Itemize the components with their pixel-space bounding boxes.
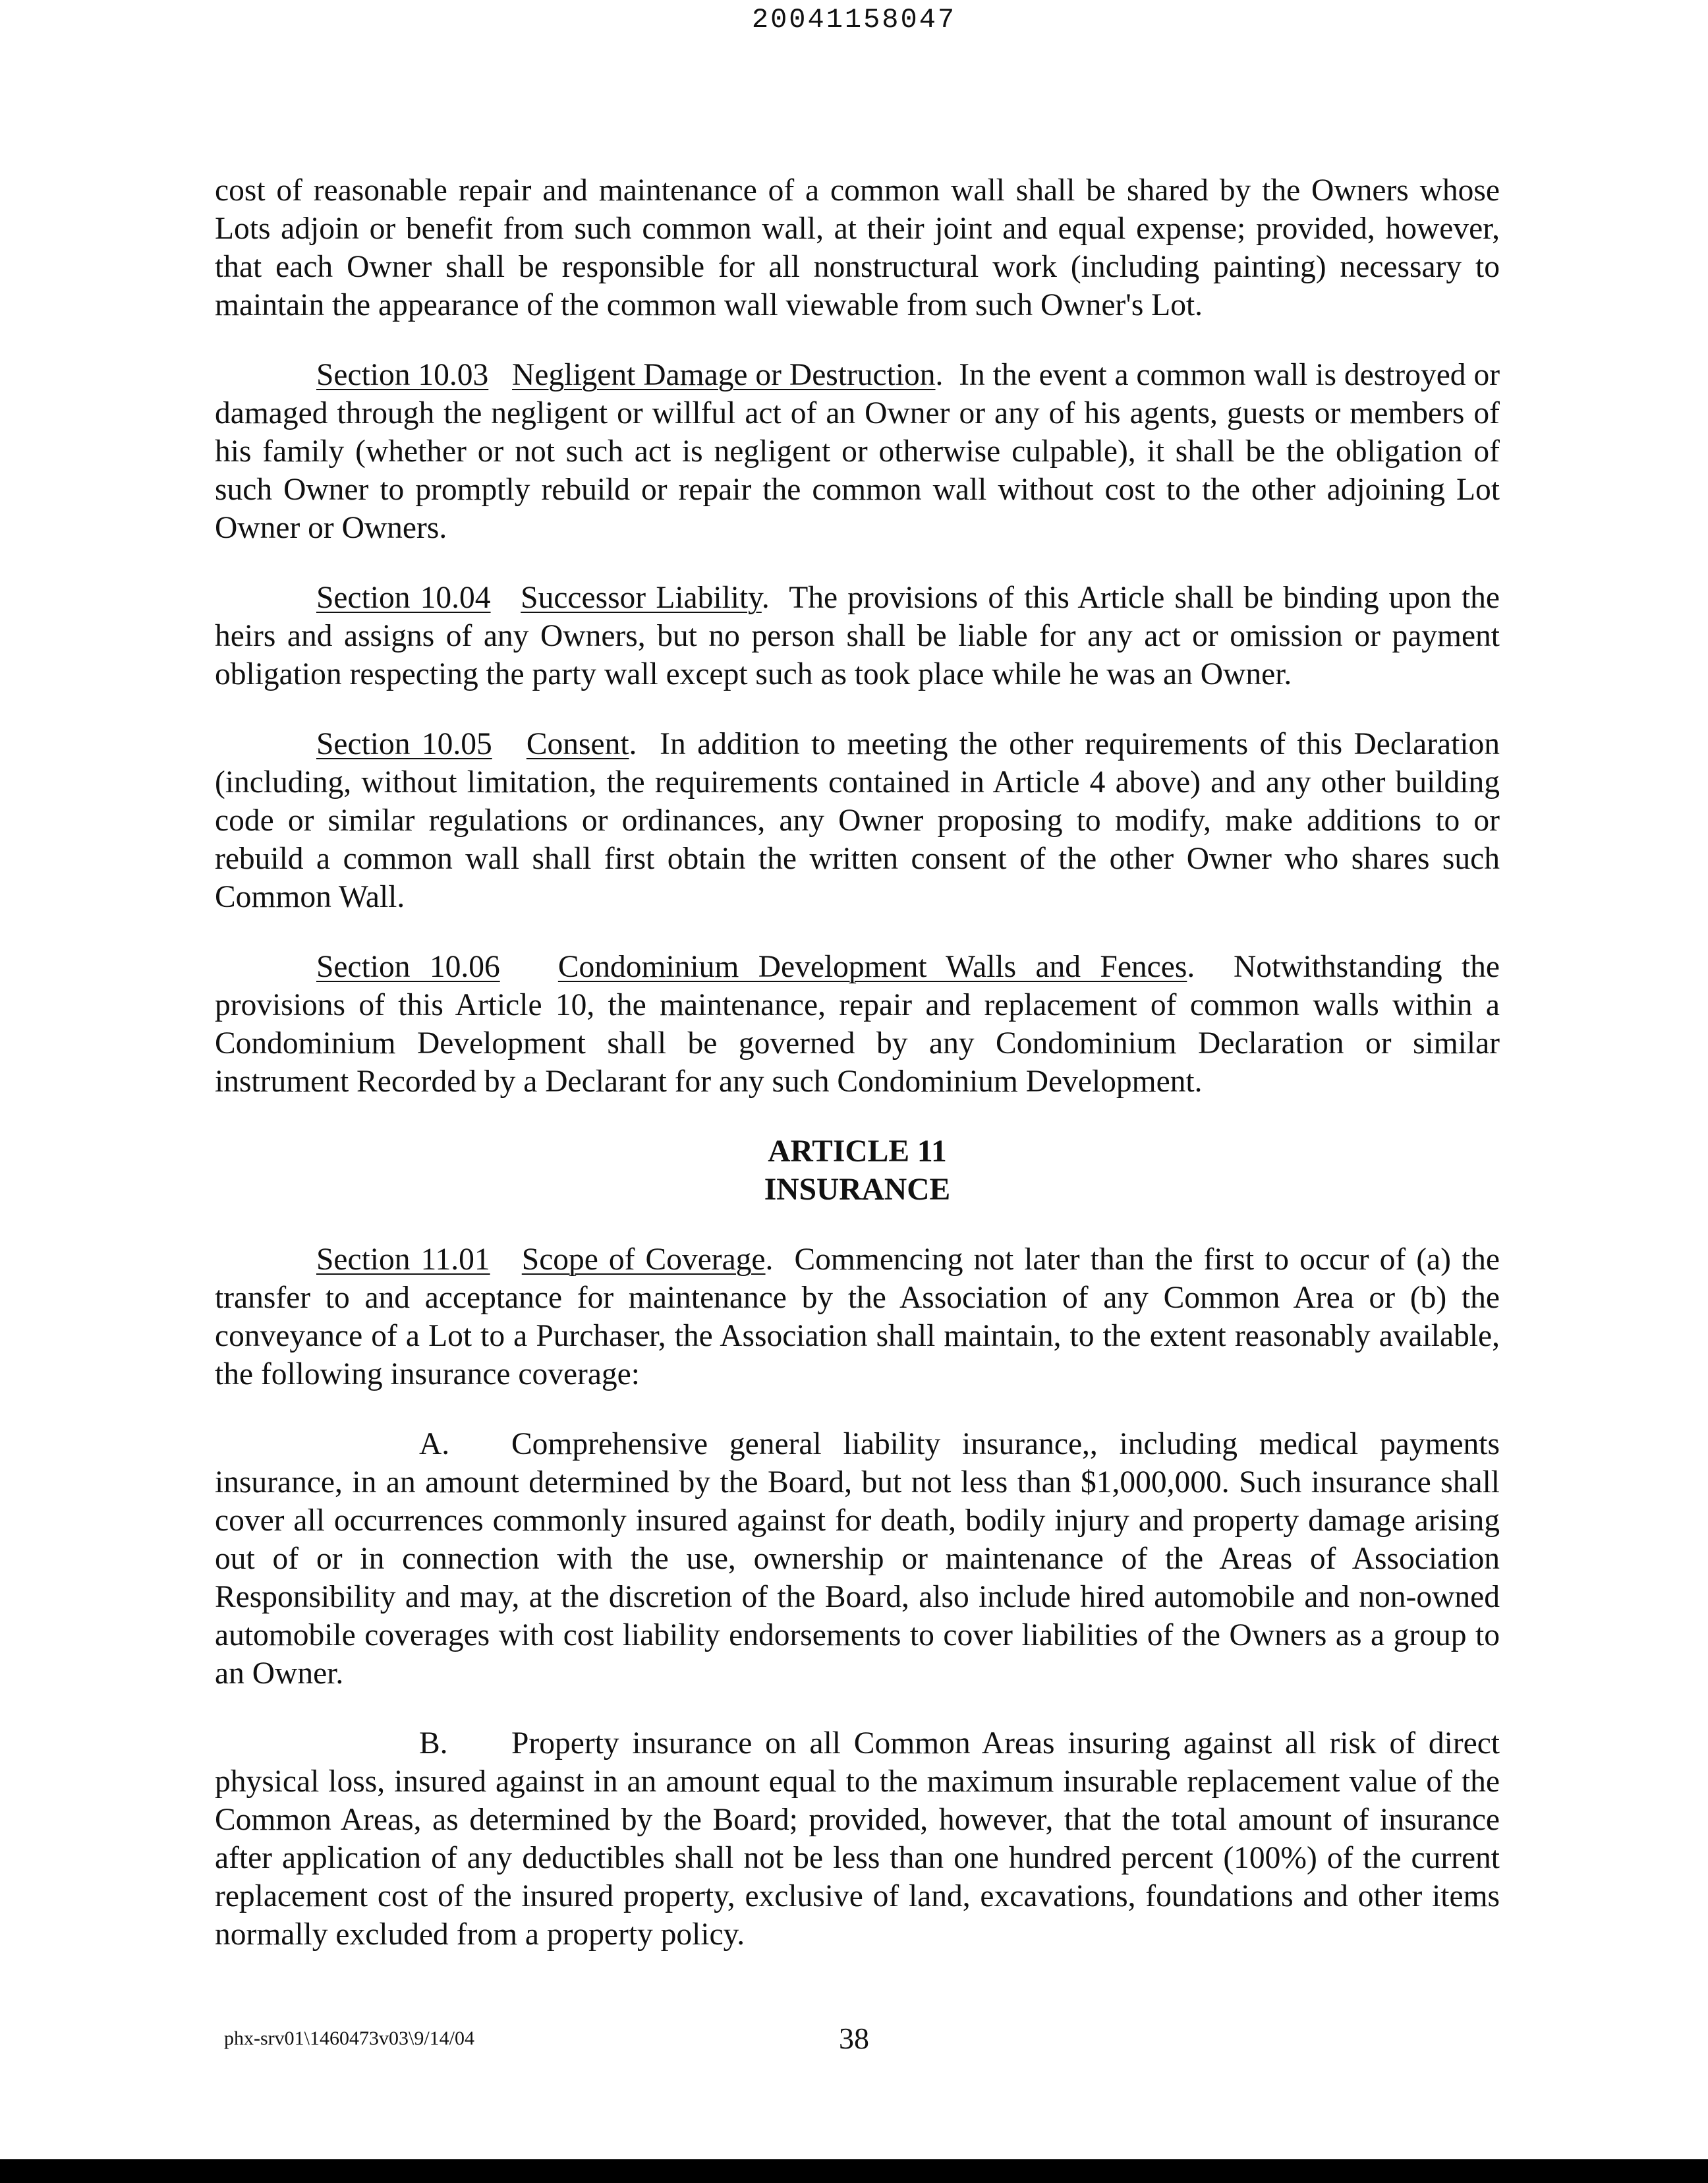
section-title: Successor Liability bbox=[521, 581, 762, 615]
section-number: Section 10.05 bbox=[316, 727, 492, 761]
coverage-item-a bbox=[215, 1425, 1500, 1693]
article-title: INSURANCE bbox=[764, 1173, 951, 1207]
page-number: 38 bbox=[839, 2022, 869, 2055]
document-number: 20041158047 bbox=[751, 4, 957, 36]
scan-border-bar bbox=[0, 2159, 1708, 2183]
section-title: Condominium Development Walls and Fences bbox=[557, 950, 1187, 984]
document-body bbox=[215, 171, 1500, 1985]
section-text: Notwithstanding the provisions of this Article 10, the maintenance, repair and replacement of common walls within a Condominium Development shall be governed by any Condominium Declaration or similar instrument Recorded by a Declarant for any such Condominium Development. bbox=[215, 950, 1500, 1099]
article-heading bbox=[215, 1132, 1500, 1209]
section-text: In addition to meeting the other requirements of this Declaration (including, without limitation, the requirements contained in Article 4 above) and any other building code or similar regulations or ordinances, any Owner proposing to modify, make additions to or rebuild a common wall shall first obtain the written consent of the other Owner who shares such Common Wall. bbox=[215, 727, 1500, 914]
item-text: Comprehensive general liability insurance,, including medical payments insurance, in an amount determined by the Board, but not less than $1,000,000. Such insurance shall cover all occurrences commonly insured against for death, bodily injury and property damage arising out of or in connection with the use, ownership or maintenance of the Areas of Association Responsibility and may, at the discretion of the Board, also include hired automobile and non-owned automobile coverages with cost liability endorsements to cover liabilities of the Owners as a group to an Owner. bbox=[215, 1427, 1500, 1691]
section-11-01: Section 11.01 Scope of Coverage. Commencing not later than the first to occur of (a) the transfer to and acceptance for maintenance by the Association of any Common Area or (b) the conveyance of a Lot to a Purchaser, the Association shall maintain, to the extent reasonably available, the following insurance coverage: bbox=[215, 1242, 1500, 1391]
article-number: ARTICLE 11 bbox=[768, 1134, 947, 1169]
section-number: Section 10.03 bbox=[316, 358, 489, 392]
section-10-04: Section 10.04 Successor Liability. The provisions of this Article shall be binding upon the heirs and assigns of any Owners, but no person shall be liable for any act or omission or payment obligation respecting the party wall except such as took place while he was an Owner. bbox=[215, 581, 1500, 691]
section-text: In the event a common wall is destroyed or damaged through the negligent or willful act of an Owner or any of his agents, guests or members of his family (whether or not such act is negligent or otherwise culpable), it shall be the obligation of such Owner to promptly rebuild or repair the common wall without cost to the other adjoining Lot Owner or Owners. bbox=[215, 358, 1500, 545]
section-title: Consent bbox=[526, 727, 629, 761]
footer-file-reference: phx-srv01\1460473v03\9/14/04 bbox=[224, 2027, 474, 2049]
section-text: The provisions of this Article shall be binding upon the heirs and assigns of any Owners, but no person shall be liable for any act or omission or payment obligation respecting the party wall except such as took place while he was an Owner. bbox=[215, 581, 1500, 691]
coverage-item-b bbox=[215, 1724, 1500, 1954]
paragraph-continuation: cost of reasonable repair and maintenance of a common wall shall be shared by the Owners whose Lots adjoin or benefit from such common wall, at their joint and equal expense; provided, however, that each Owner shall be responsible for all nonstructural work (including painting) necessary to maintain the appearance of the common wall viewable from such Owner's Lot. bbox=[215, 173, 1500, 322]
section-title: Scope of Coverage bbox=[521, 1242, 766, 1277]
section-10-03: Section 10.03 Negligent Damage or Destruction. In the event a common wall is destroyed or damaged through the negligent or willful act of an Owner or any of his agents, guests or members of his family (whether or not such act is negligent or otherwise culpable), it shall be the obligation of such Owner to promptly rebuild or repair the common wall without cost to the other adjoining Lot Owner or Owners. bbox=[215, 358, 1500, 545]
section-number: Section 10.04 bbox=[316, 581, 491, 615]
section-number: Section 10.06 bbox=[316, 950, 500, 984]
item-text: Property insurance on all Common Areas insuring against all risk of direct physical loss, insured against in an amount equal to the maximum insurable replacement value of the Common Areas, as determined by the Board; provided, however, that the total amount of insurance after application of any deductibles shall not be less than one hundred percent (100%) of the current replacement cost of the insured property, exclusive of land, excavations, foundations and other items normally excluded from a property policy. bbox=[215, 1726, 1500, 1952]
section-title: Negligent Damage or Destruction bbox=[512, 358, 936, 392]
item-letter: A. bbox=[419, 1427, 450, 1461]
section-10-06: Section 10.06 Condominium Development Walls and Fences. Notwithstanding the provisions of this Article 10, the maintenance, repair and replacement of common walls within a Condominium Development shall be governed by any Condominium Declaration or similar instrument Recorded by a Declarant for any such Condominium Development. bbox=[215, 950, 1500, 1099]
section-text: Commencing not later than the first to occur of (a) the transfer to and acceptance for maintenance by the Association of any Common Area or (b) the conveyance of a Lot to a Purchaser, the Association shall maintain, to the extent reasonably available, the following insurance coverage: bbox=[215, 1242, 1500, 1391]
section-10-05: Section 10.05 Consent. In addition to meeting the other requirements of this Declaration (including, without limitation, the requirements contained in Article 4 above) and any other building code or similar regulations or ordinances, any Owner proposing to modify, make additions to or rebuild a common wall shall first obtain the written consent of the other Owner who shares such Common Wall. bbox=[215, 727, 1500, 914]
section-number: Section 11.01 bbox=[316, 1242, 490, 1277]
item-letter: B. bbox=[419, 1726, 448, 1761]
